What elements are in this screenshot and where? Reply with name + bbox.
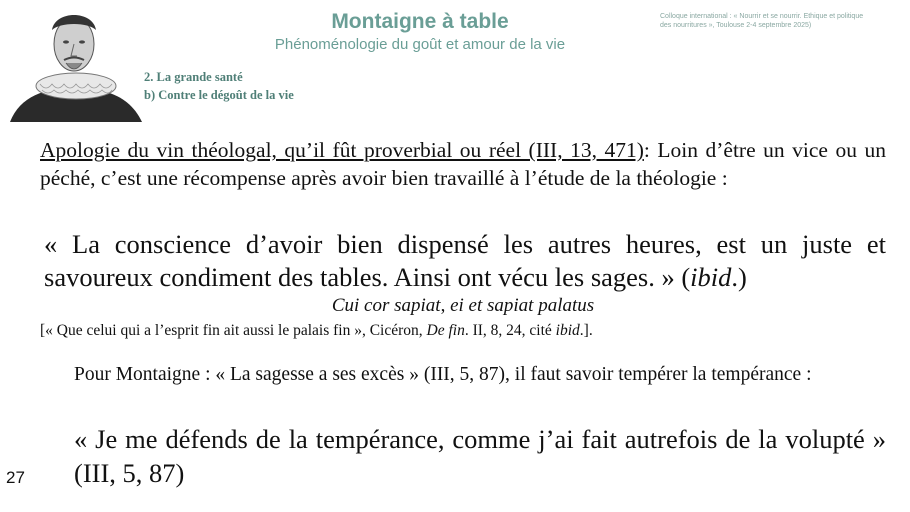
cicero-part-1: [« Que celui qui a l’esprit fin ait aussi le palais fin », Cicéron,: [40, 322, 427, 339]
quote-temperance: « Je me défends de la tempérance, comme j’ai fait autrefois de la volupté » (III, 5, 87): [74, 424, 886, 488]
section-line-2: b) Contre le dégoût de la vie: [144, 88, 294, 102]
page-subtitle: Phénoménologie du goût et amour de la vie: [274, 36, 566, 53]
cicero-work: De fin: [426, 322, 465, 339]
cicero-part-3: .].: [579, 322, 593, 339]
quote-conscience: [44, 228, 886, 294]
latin-quote: [40, 294, 886, 318]
latin-part-3: ei et sapiat palatus: [450, 295, 595, 316]
cicero-ibid: ibid: [555, 322, 580, 339]
colloque-reference: [660, 12, 900, 30]
para1-underlined: Apologie du vin théologal, qu’il fût proverbial ou réel (III, 13, 471): [40, 138, 644, 162]
paragraph-vin-theologal: [40, 136, 886, 192]
section-line-1: 2. La grande santé: [144, 70, 243, 84]
paragraph-sagesse: Pour Montaigne : « La sagesse a ses excès » (III, 5, 87), il faut savoir tempérer la tempérance :: [74, 364, 812, 385]
colloque-line-1: Colloque international : « Nourrir et se nourrir. Ethique et politique: [660, 13, 864, 20]
colloque-line-2: des nourritures », Toulouse 2-4 septembre 2025): [660, 22, 812, 29]
section-heading: [144, 68, 294, 104]
latin-part-1: Cui cor sapiat: [331, 295, 441, 316]
para1-rest: : Loin d’être un vice ou un péché, c’est une récompense après avoir bien travaillé à l’étude de la théologie :: [40, 138, 886, 190]
quote1-ibid: ibid: [690, 262, 732, 292]
quote1-close: .): [731, 262, 747, 292]
cicero-part-2: . II, 8, 24, cité: [464, 322, 556, 339]
latin-part-2: ,: [440, 295, 451, 316]
montaigne-portrait: [0, 0, 150, 122]
cicero-translation: [40, 321, 886, 341]
quote1-text: « La conscience d’avoir bien dispensé les autres heures, est un juste et savoureux condiment des tables. Ainsi ont vécu les sages. » (: [44, 229, 886, 292]
page-title: Montaigne à table: [331, 10, 509, 33]
page-number: 27: [6, 468, 25, 487]
